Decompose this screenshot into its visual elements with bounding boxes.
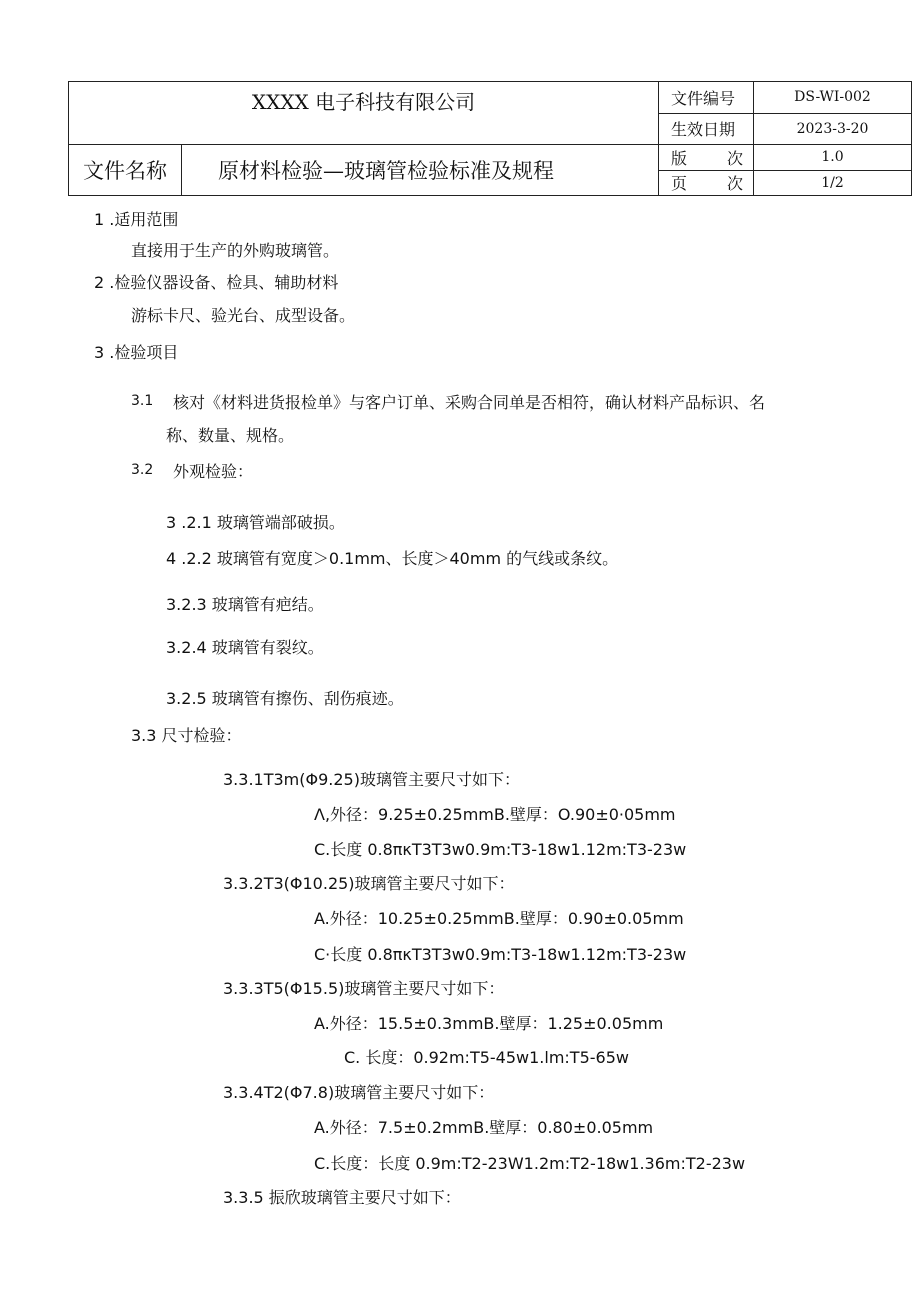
version-value: 1.0 [754,145,912,171]
item-3-3: 3.3 尺寸检验： [131,726,242,745]
file-name-label: 文件名称 [69,145,182,196]
item-3-3-4: 3.3.4T2(Φ7.8)玻璃管主要尺寸如下： [223,1083,495,1102]
item-3-2-3: 3.2.3 玻璃管有疤结。 [166,595,324,614]
section-1-title: 1 .适用范围 [94,210,179,229]
effective-date-label: 生效日期 [659,113,754,145]
item-3-2-1: 3 .2.1 玻璃管端部破损。 [166,513,345,532]
item-3-3-2-a: A.外径：10.25±0.25mmB.壁厚：0.90±0.05mm [314,909,684,928]
version-label: 版 次 [659,145,754,171]
item-3-1-text: 核对《材料进货报检单》与客户订单、采购合同单是否相符，确认材料产品标识、名 [173,393,766,412]
section-3-title: 3 .检验项目 [94,343,179,362]
company-name: XXXX 电子科技有限公司 [69,82,659,145]
item-3-1-number: 3.1 [131,393,154,409]
item-3-3-3-a: A.外径：15.5±0.3mmB.壁厚：1.25±0.05mm [314,1014,664,1033]
item-3-3-3-c: C. 长度：0.92m:T5-45w1.lm:T5-65w [344,1048,629,1067]
item-3-2-2: 4 .2.2 玻璃管有宽度＞0.1mm、长度＞40mm 的气线或条纹。 [166,549,619,568]
document-header-table [68,81,912,196]
item-3-2-4: 3.2.4 玻璃管有裂纹。 [166,638,324,657]
item-3-3-4-c: C.长度：长度 0.9m:T2-23W1.2m:T2-18w1.36m:T2-23w [314,1154,746,1173]
item-3-1-text-cont: 称、数量、规格。 [166,426,295,445]
item-3-2-number: 3.2 [131,462,154,478]
section-2-text: 游标卡尺、验光台、成型设备。 [131,306,356,325]
item-3-3-1-a: Λ,外径：9.25±0.25mmB.壁厚：O.90±0·05mm [314,805,676,824]
item-3-3-5: 3.3.5 振欣玻璃管主要尺寸如下： [223,1188,461,1207]
item-3-2-text: 外观检验： [173,462,254,481]
doc-number: DS-WI-002 [754,82,912,114]
file-title: 原材料检验—玻璃管检验标准及规程 [182,145,659,196]
item-3-2-5: 3.2.5 玻璃管有擦伤、刮伤痕迹。 [166,689,404,708]
doc-number-label: 文件编号 [659,82,754,114]
item-3-3-1-c: C.长度 0.8πκT3T3w0.9m:T3-18w1.12m:T3-23w [314,840,687,859]
page-value: 1/2 [754,170,912,196]
item-3-3-4-a: A.外径：7.5±0.2mmB.壁厚：0.80±0.05mm [314,1118,654,1137]
item-3-3-2-c: C·长度 0.8πκT3T3w0.9m:T3-18w1.12m:T3-23w [314,945,687,964]
item-3-3-1: 3.3.1T3m(Φ9.25)玻璃管主要尺寸如下： [223,770,520,789]
section-1-text: 直接用于生产的外购玻璃管。 [131,241,340,260]
effective-date: 2023-3-20 [754,113,912,145]
section-2-title: 2 .检验仪器设备、检具、辅助材料 [94,273,339,292]
item-3-3-3: 3.3.3T5(Φ15.5)玻璃管主要尺寸如下： [223,979,505,998]
item-3-3-2: 3.3.2T3(Φ10.25)玻璃管主要尺寸如下： [223,874,515,893]
page-label: 页 次 [659,170,754,196]
